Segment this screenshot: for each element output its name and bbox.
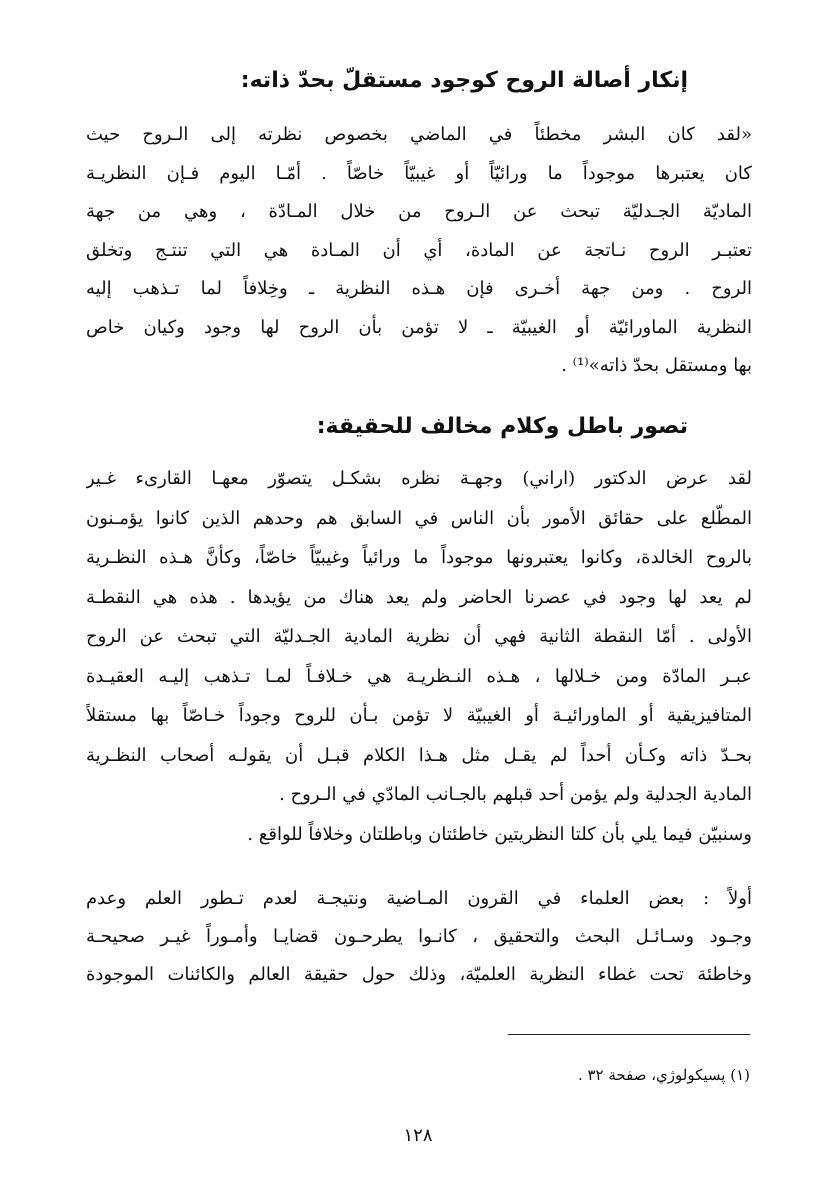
text-line: عبـر المادّة ومن خـلالها ، هـذه النـظريـة هي خـلافـاً لمـا تـذهب إليـه العقيـدة xyxy=(86,665,752,687)
quote-paragraph xyxy=(86,116,752,386)
section-heading-1: إنكار أصالة الروح كوجود مستقلّ بحدّ ذاته: xyxy=(240,68,688,93)
text-line: لقد عرض الدكتور (اراني) وجهـة نظره بشكـل يتصوّر معهـا القارىء غـير xyxy=(86,468,752,489)
text-line: لم يعد لها وجود في عصرنا الحاضر ولم يعد هناك من يؤيدها . هذه هي النقطـة xyxy=(86,586,752,608)
text-line: تعتبـر الروح نـاتجة عن المادة، أي أن المـادة هي التي تنتـج وتخلق xyxy=(86,239,752,261)
text-line: وجـود وسـائـل البحث والتحقيق ، كانـوا يطرحـون قضايـا وأمـوراً غيـر صحيحـة xyxy=(86,926,752,947)
footnote: (١) پسيكولوژي، صفحة ٣٢ . xyxy=(577,1066,750,1084)
text-line: النظرية الماورائيّة أو الغيبيّة ـ لا تؤمن بأن الروح لها وجود وكيان خاص xyxy=(86,316,752,338)
text-line: «لقد كان البشر مخطئاً في الماضي بخصوص نظرته إلى الـروح حيث xyxy=(86,124,752,145)
text-line: الأولى . أمّا النقطة الثانية فهي أن نظرية المادية الجـدليّة التي تبحث عن الروح xyxy=(86,626,752,647)
page-number: ١٢٨ xyxy=(403,1125,433,1146)
body-paragraph-3 xyxy=(86,880,752,994)
section-heading-2: تصور باطل وكلام مخالف للحقيقة: xyxy=(316,414,688,439)
footnote-divider xyxy=(508,1034,750,1035)
text-line: كان يعتبرها موجوداً ما ورائيّاً أو غيبيّاً خاصّاً . أمّـا اليوم فـإن النظريـة xyxy=(86,162,752,184)
text-line: أولاً : بعض العلماء في القرون المـاضية ونتيجـة لعدم تـطور العلم وعدم xyxy=(86,888,752,909)
text-line: وخاطئة تحت غطاء النظرية العلميّة، وذلك حول حقيقة العالم والكائنات الموجودة xyxy=(86,964,752,985)
text-line: بحـدّ ذاته وكـأن أحداً لم يقـل مثل هـذا الكلام قبـل أن يقولـه أصحاب النظـرية xyxy=(86,744,752,766)
text-line: المتافيزيقية أو الماورائيـة أو الغيبيّة لا تؤمن بـأن للروح وجوداً خـاصّاً بها مستقلاً xyxy=(86,705,752,726)
text-line: وسنبيّن فيما يلي بأن كلتا النظريتين خاطئتان وباطلتان وخلافاً للواقع . xyxy=(247,823,752,845)
text-line: الروح . ومن جهة أخـرى فإن هـذه النظرية ـ وخِلافاً لما تـذهب إليه xyxy=(86,278,752,299)
text-line: بها ومستقل بحدّ ذاته»⁽¹⁾ . xyxy=(561,355,752,376)
body-paragraph-2 xyxy=(86,459,752,854)
text-line: بالروح الخالدة، وكانوا يعتبرونها موجوداً ما ورائياً وغيبيّاً خاصّاً، وكأنَّ هـذه النظـرية xyxy=(86,547,752,568)
text-line: المادية الجدلية ولم يؤمن أحد قبلهم بالجـانب المادّي في الـروح . xyxy=(279,784,752,805)
text-line: المطّلع على حقائق الأمور بأن الناس في السابق هم وحدهم الذين كانوا يؤمـنون xyxy=(86,507,752,529)
text-line: الماديّة الجـدليّة تبحث عن الـروح من خلال المـادّة ، وهي من جهة xyxy=(86,201,752,222)
